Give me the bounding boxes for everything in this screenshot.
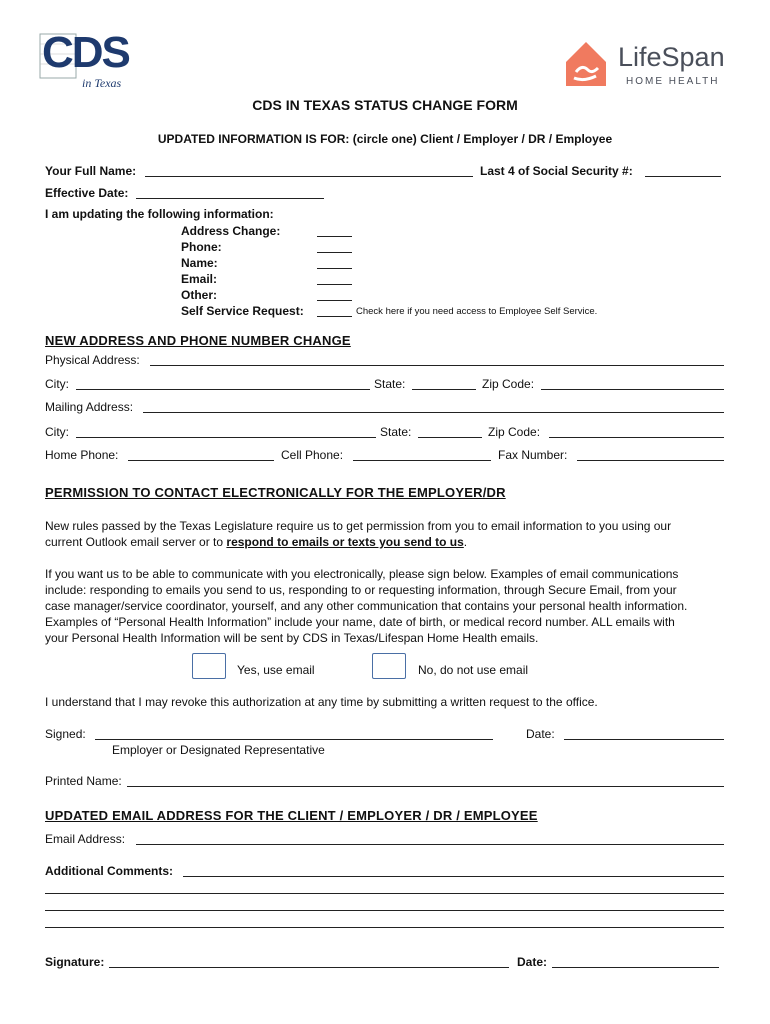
email-address-label: Email Address: xyxy=(45,832,126,846)
signature-label: Signature: xyxy=(45,955,105,969)
zip-field-2[interactable] xyxy=(549,437,724,438)
option-self-service-field[interactable] xyxy=(317,316,352,317)
house-hands-icon xyxy=(562,38,612,90)
full-name-field[interactable] xyxy=(145,176,473,177)
comments-field-line[interactable] xyxy=(45,910,724,911)
permission-p1-line-2-start: current Outlook email server or to xyxy=(45,535,227,549)
effective-date-label: Effective Date: xyxy=(45,186,129,200)
option-phone: Phone: xyxy=(181,240,222,254)
email-section-heading: UPDATED EMAIL ADDRESS FOR THE CLIENT / EMPLOYER / DR / EMPLOYEE xyxy=(45,808,538,823)
email-address-field[interactable] xyxy=(136,844,724,845)
signed-date-label: Date: xyxy=(526,727,555,741)
effective-date-field[interactable] xyxy=(136,198,324,199)
home-phone-field[interactable] xyxy=(128,460,274,461)
cds-in-texas-logo xyxy=(38,30,138,92)
signed-date-field[interactable] xyxy=(564,739,724,740)
city-field-2[interactable] xyxy=(76,437,376,438)
yes-email-checkbox[interactable] xyxy=(192,653,226,679)
state-label-2: State: xyxy=(380,425,412,439)
permission-paragraph-1 xyxy=(45,518,735,550)
city-label-1: City: xyxy=(45,377,69,391)
permission-p1-line-2 xyxy=(45,534,735,550)
zip-label-2: Zip Code: xyxy=(488,425,541,439)
comments-field-line[interactable] xyxy=(183,876,724,877)
home-phone-label: Home Phone: xyxy=(45,448,119,462)
comments-field-line[interactable] xyxy=(45,893,724,894)
no-email-checkbox[interactable] xyxy=(372,653,406,679)
city-label-2: City: xyxy=(45,425,69,439)
state-label-1: State: xyxy=(374,377,406,391)
permission-p1-end: . xyxy=(463,535,468,549)
ssn-field[interactable] xyxy=(645,176,721,177)
revoke-statement: I understand that I may revoke this authorization at any time by submitting a written request to the office. xyxy=(45,695,598,709)
physical-address-label: Physical Address: xyxy=(45,353,140,367)
ssn-label: Last 4 of Social Security #: xyxy=(480,164,633,178)
updated-for-line: UPDATED INFORMATION IS FOR: (circle one) Client / Employer / DR / Employee xyxy=(157,132,613,146)
full-name-label: Your Full Name: xyxy=(45,164,137,178)
city-field-1[interactable] xyxy=(76,389,370,390)
printed-name-label: Printed Name: xyxy=(45,774,122,788)
permission-p2-line: Examples of “Personal Health Information” include your name, date of birth, or medical record number. ALL emails with xyxy=(45,615,675,629)
lifespan-logo xyxy=(562,38,732,90)
signed-label: Signed: xyxy=(45,727,86,741)
self-service-note: Check here if you need access to Employee Self Service. xyxy=(356,306,598,317)
signature-date-field[interactable] xyxy=(552,967,719,968)
permission-p1-emphasis: respond to emails or texts you send to us xyxy=(226,535,464,549)
form-title: CDS IN TEXAS STATUS CHANGE FORM xyxy=(252,97,518,113)
permission-section-heading: PERMISSION TO CONTACT ELECTRONICALLY FOR THE EMPLOYER/DR xyxy=(45,485,506,500)
permission-p2-line: include: responding to emails you send to us, responding to or requesting information, through Secure Email, from your xyxy=(45,583,677,597)
option-other: Other: xyxy=(181,288,217,302)
signature-date-label: Date: xyxy=(517,955,548,969)
option-email: Email: xyxy=(181,272,218,286)
permission-p2-line: case manager/service coordinator, yourself, and any other communication that contains your personal health information. xyxy=(45,599,688,613)
address-section-heading: NEW ADDRESS AND PHONE NUMBER CHANGE xyxy=(45,333,351,348)
fax-field[interactable] xyxy=(577,460,724,461)
permission-p2-line: your Personal Health Information will be sent by CDS in Texas/Lifespan Home Health emails. xyxy=(45,631,539,645)
fax-label: Fax Number: xyxy=(498,448,568,462)
updating-label: I am updating the following information: xyxy=(45,207,274,221)
option-name-field[interactable] xyxy=(317,268,352,269)
comments-field-line[interactable] xyxy=(45,927,724,928)
option-other-field[interactable] xyxy=(317,300,352,301)
permission-paragraph-2 xyxy=(45,566,735,646)
permission-p2-line: If you want us to be able to communicate with you electronically, please sign below. Examples of email communications xyxy=(45,567,679,581)
no-email-label: No, do not use email xyxy=(418,663,529,677)
state-field-2[interactable] xyxy=(418,437,482,438)
employer-rep-caption: Employer or Designated Representative xyxy=(112,743,325,757)
signature-field[interactable] xyxy=(109,967,509,968)
option-address-change: Address Change: xyxy=(181,224,281,238)
option-email-field[interactable] xyxy=(317,284,352,285)
mailing-address-label: Mailing Address: xyxy=(45,400,134,414)
option-self-service: Self Service Request: xyxy=(181,304,304,318)
option-address-change-field[interactable] xyxy=(317,236,352,237)
cell-phone-label: Cell Phone: xyxy=(281,448,344,462)
option-name: Name: xyxy=(181,256,218,270)
permission-p1-line-1: New rules passed by the Texas Legislature require us to get permission from you to email information to you using our xyxy=(45,519,672,533)
physical-address-field[interactable] xyxy=(150,365,724,366)
state-field-1[interactable] xyxy=(412,389,476,390)
lifespan-logo-text: LifeSpan xyxy=(618,42,725,72)
cell-phone-field[interactable] xyxy=(353,460,491,461)
signed-field[interactable] xyxy=(95,739,493,740)
printed-name-field[interactable] xyxy=(127,786,724,787)
option-phone-field[interactable] xyxy=(317,252,352,253)
cds-logo-text: CDS xyxy=(42,28,129,77)
comments-label: Additional Comments: xyxy=(45,864,173,878)
yes-email-label: Yes, use email xyxy=(237,663,315,677)
cds-logo-subtext: in Texas xyxy=(82,76,122,90)
lifespan-logo-subtext: HOME HEALTH xyxy=(626,76,720,87)
zip-field-1[interactable] xyxy=(541,389,724,390)
mailing-address-field[interactable] xyxy=(143,412,724,413)
zip-label-1: Zip Code: xyxy=(482,377,535,391)
